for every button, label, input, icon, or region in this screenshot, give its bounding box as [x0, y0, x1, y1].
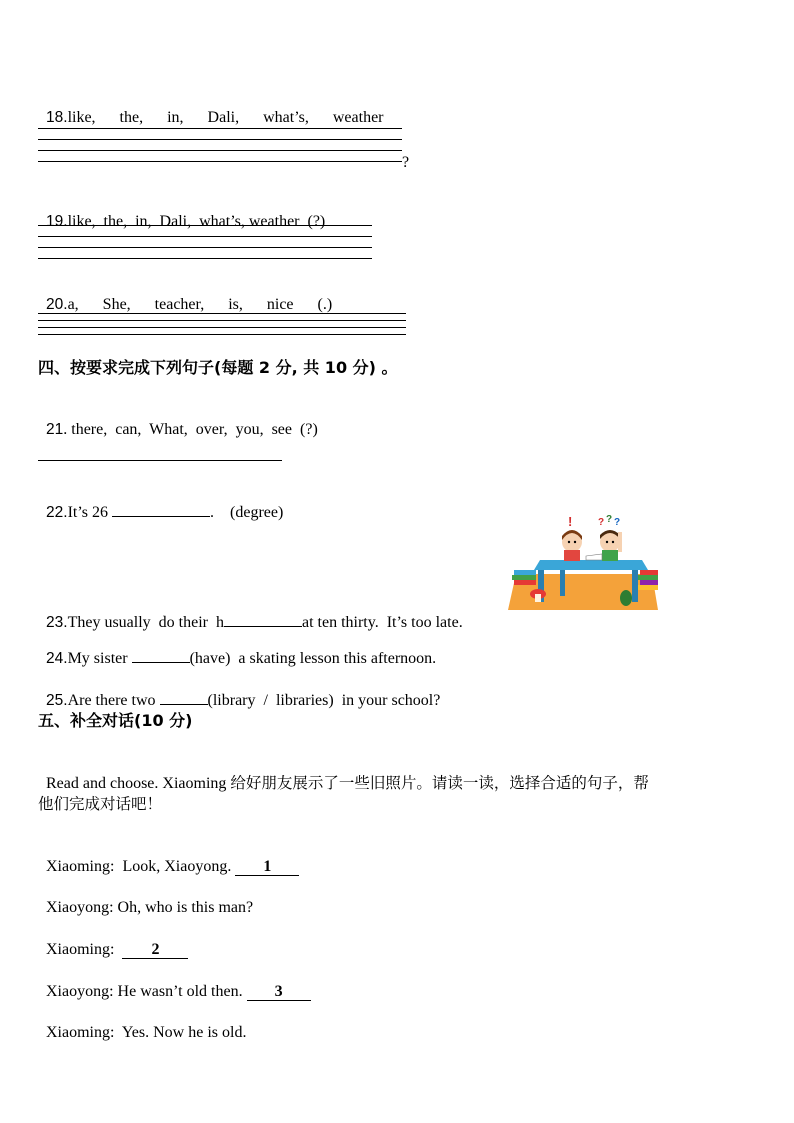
scrambled-words: a, She, teacher, is, nice (.)	[67, 296, 333, 313]
answer-line	[38, 334, 406, 335]
question-number: 20.	[46, 296, 68, 313]
question-18	[38, 88, 384, 128]
question-21	[38, 400, 318, 440]
svg-text:!: !	[568, 514, 573, 529]
answer-line	[38, 320, 406, 321]
question-number: 23.	[46, 614, 68, 631]
question-20	[38, 275, 332, 315]
answer-line	[38, 150, 402, 151]
answer-line	[38, 139, 402, 140]
svg-text:?: ?	[598, 517, 605, 528]
svg-text:?: ?	[606, 514, 613, 525]
dialogue-blank[interactable]: 2	[122, 942, 188, 959]
question-number: 18.	[46, 109, 68, 126]
answer-blank[interactable]	[160, 704, 208, 705]
question-24: 24.My sister (have) a skating lesson this afternoon.	[46, 650, 437, 667]
question-number: 21	[46, 421, 64, 438]
dialogue-line-4: Xiaoyong: He wasn’t old then. 3	[38, 962, 311, 1002]
dialogue-blank[interactable]: 3	[247, 984, 311, 1001]
answer-blank[interactable]	[224, 626, 302, 627]
question-number: 25.	[46, 692, 68, 709]
dialogue-line-1: Xiaoming: Look, Xiaoyong. 1	[38, 837, 299, 877]
students-desk-illustration	[502, 512, 662, 610]
instruction-line-2: 他们完成对话吧！	[38, 795, 163, 813]
section-4-heading: 四、按要求完成下列句子(每题 2 分, 共 10 分) 。	[38, 358, 398, 377]
answer-line	[38, 313, 406, 314]
dialogue-line-2: Xiaoyong: Oh, who is this man?	[46, 899, 254, 916]
instruction-line-1: Read and choose. Xiaoming 给好朋友展示了一些旧照片。请读一读，选择合适的句子，帮	[46, 774, 649, 792]
question-19	[38, 192, 325, 232]
question-number: 22.	[46, 504, 68, 521]
answer-line	[38, 236, 372, 237]
question-22: 22.It’s 26 . (degree)	[46, 504, 284, 521]
end-punctuation: ?	[402, 154, 410, 171]
question-number: 19.	[46, 213, 68, 230]
dialogue-blank[interactable]: 1	[235, 859, 299, 876]
question-number: 24.	[46, 650, 68, 667]
svg-text:?: ?	[614, 517, 621, 528]
answer-line	[38, 327, 406, 328]
question-23: 23.They usually do their h at ten thirty. It’s too late.	[46, 614, 463, 631]
dialogue-line-3: Xiaoming: 2	[38, 920, 188, 960]
answer-line	[38, 225, 372, 226]
scrambled-words: like, the, in, Dali, what’s, weather (?)	[67, 213, 326, 230]
scrambled-words: . there, can, What, over, you, see (?)	[63, 421, 318, 438]
scrambled-words: like, the, in, Dali, what’s, weather	[67, 109, 384, 126]
answer-blank[interactable]	[112, 516, 210, 517]
section-5-heading: 五、补全对话(10 分)	[38, 711, 193, 730]
answer-blank[interactable]	[132, 662, 190, 663]
question-25: 25.Are there two (library / libraries) in your school?	[46, 692, 441, 709]
answer-line	[38, 258, 372, 259]
answer-line	[38, 128, 402, 129]
answer-line	[38, 460, 282, 461]
dialogue-line-5: Xiaoming: Yes. Now he is old.	[46, 1024, 247, 1041]
answer-line	[38, 161, 402, 162]
answer-line	[38, 247, 372, 248]
